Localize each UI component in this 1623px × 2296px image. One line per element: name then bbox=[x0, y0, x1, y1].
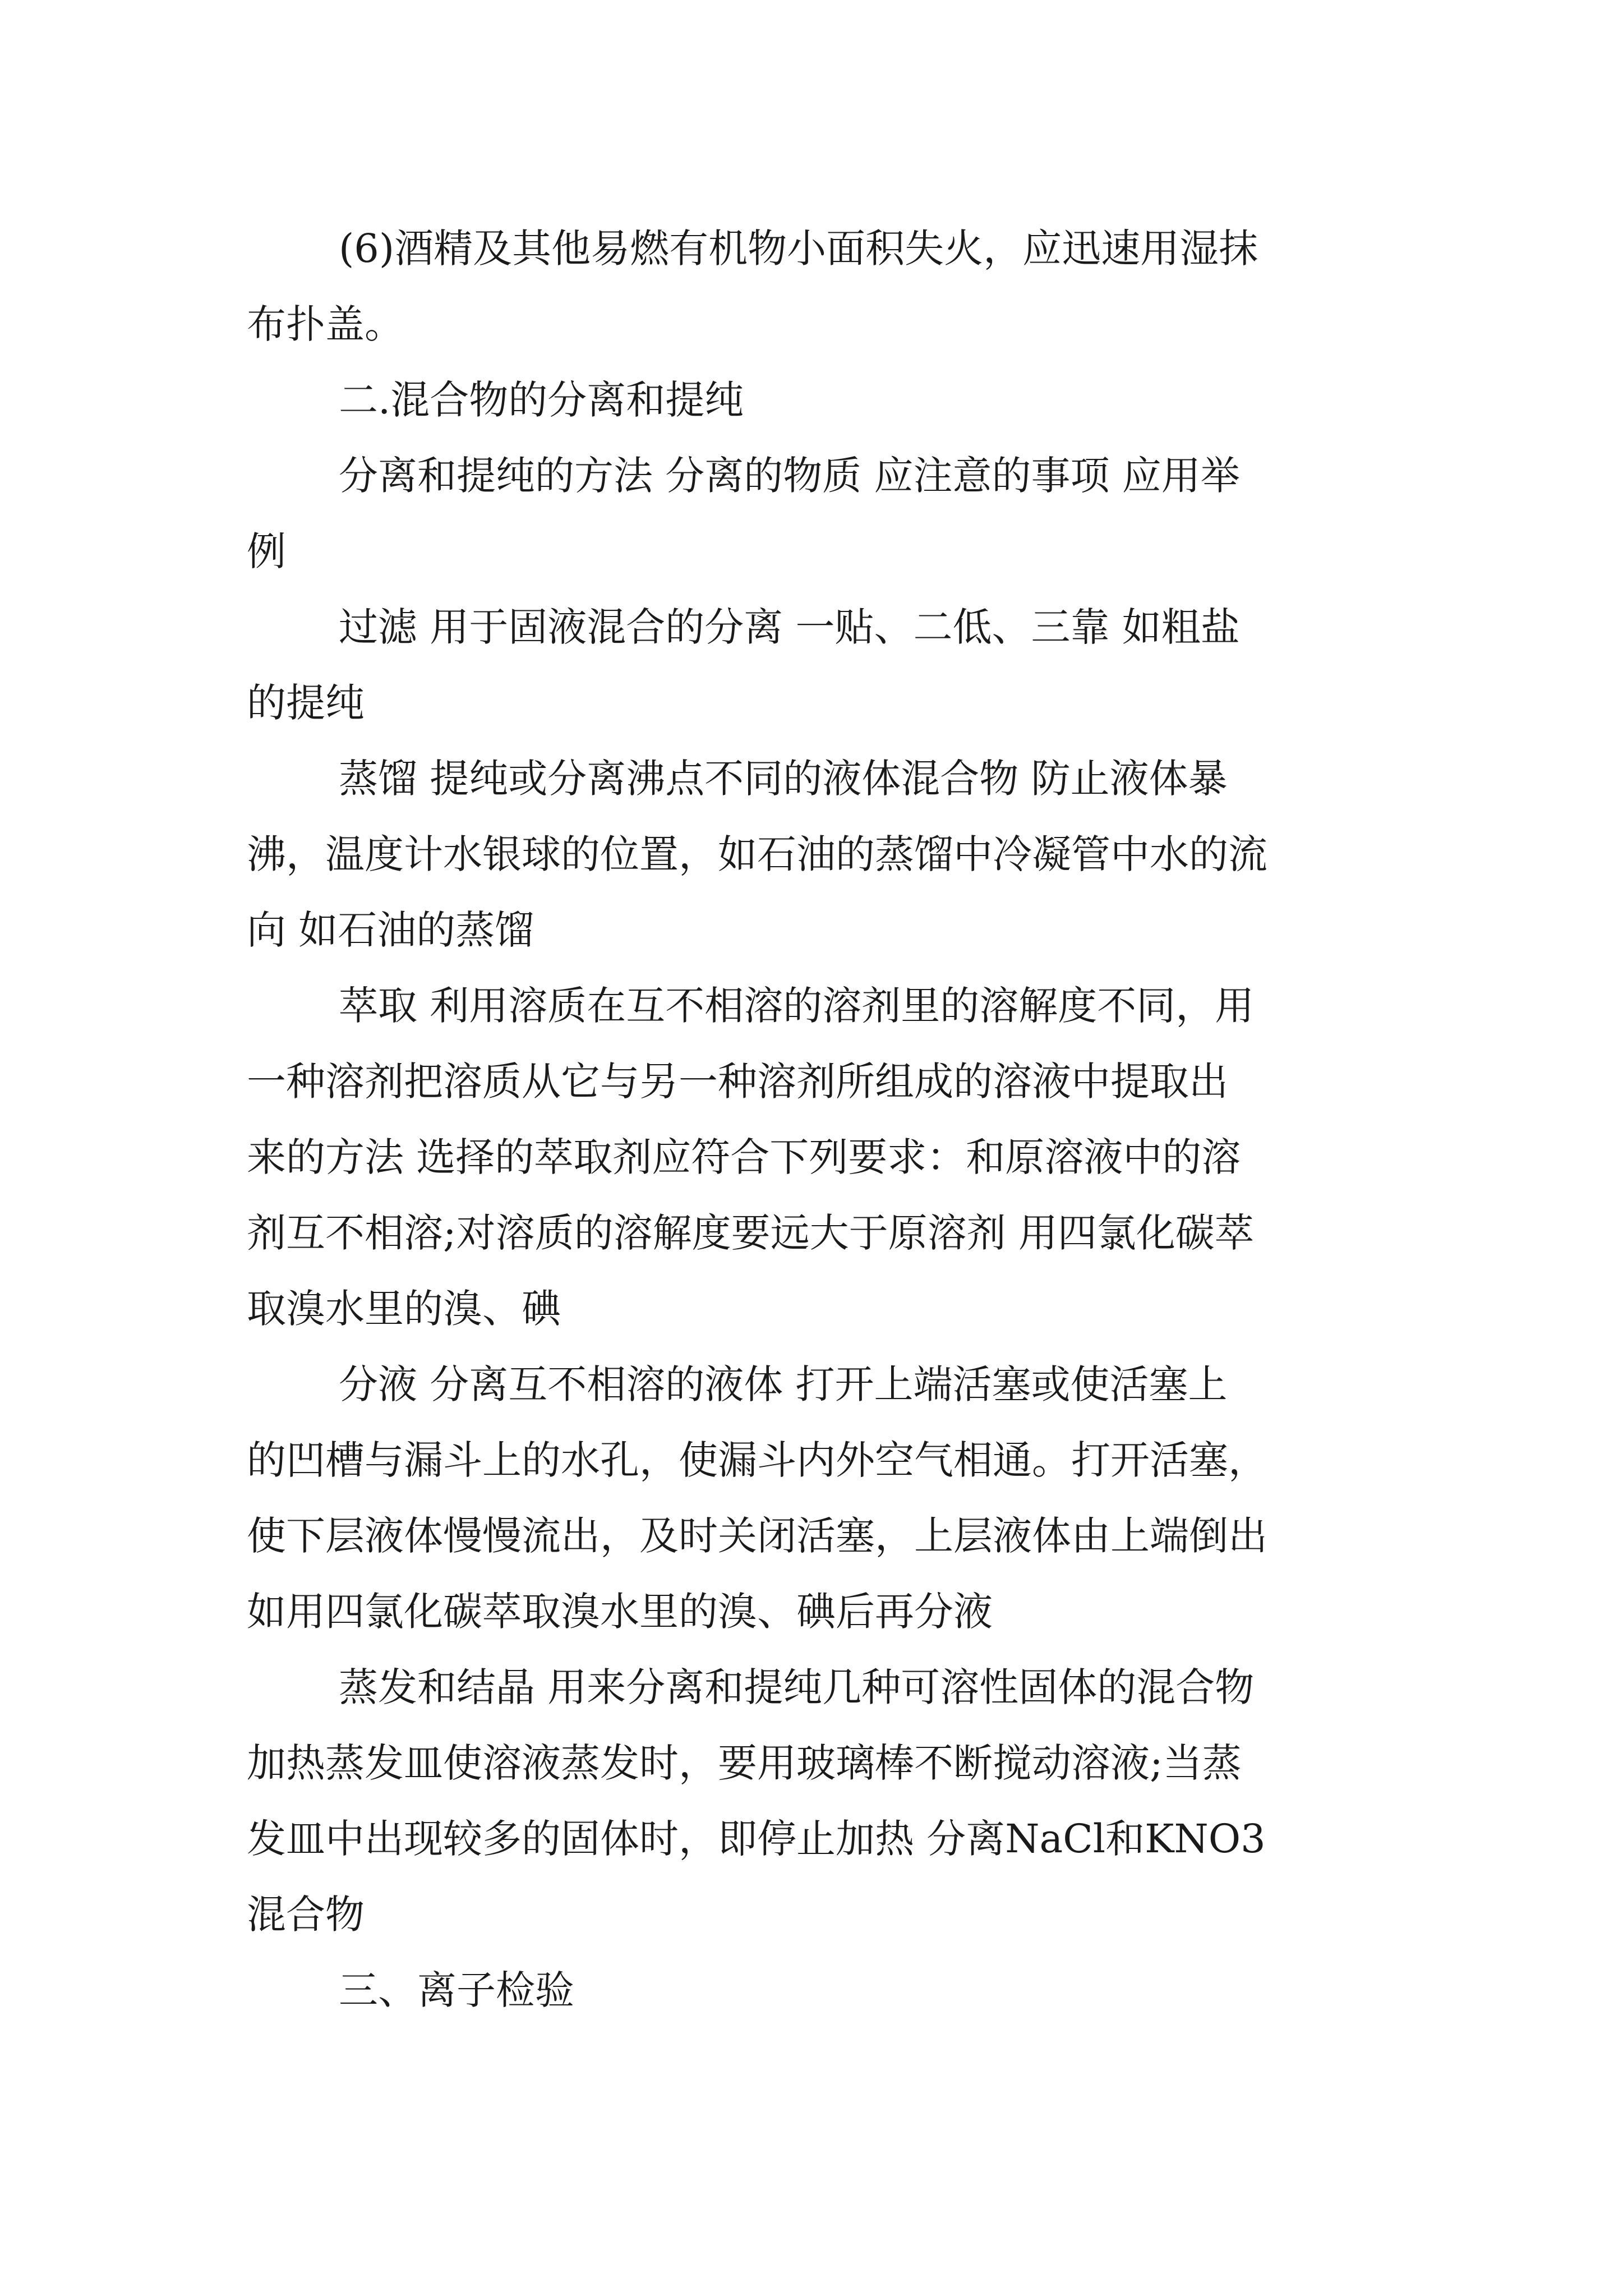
extraction-line-cont-4: 取溴水里的溴、碘 bbox=[247, 1286, 561, 1332]
distillation-line-cont-1: 沸，温度计水银球的位置，如石油的蒸馏中冷凝管中水的流 bbox=[247, 831, 1267, 877]
section-heading-ion-test: 三、离子检验 bbox=[339, 1967, 574, 2013]
extraction-line-cont-3: 剂互不相溶;对溶质的溶解度要远大于原溶剂 用四氯化碳萃 bbox=[247, 1210, 1254, 1256]
extraction-line-cont-1: 一种溶剂把溶质从它与另一种溶剂所组成的溶液中提取出 bbox=[247, 1059, 1228, 1105]
extraction-line-cont-2: 来的方法 选择的萃取剂应符合下列要求：和原溶液中的溶 bbox=[247, 1134, 1241, 1180]
separatory-line: 分液 分离互不相溶的液体 打开上端活塞或使活塞上 bbox=[339, 1361, 1228, 1407]
separatory-line-cont-1: 的凹槽与漏斗上的水孔，使漏斗内外空气相通。打开活塞， bbox=[247, 1437, 1267, 1483]
evaporation-line-cont-1: 加热蒸发皿使溶液蒸发时，要用玻璃棒不断搅动溶液;当蒸 bbox=[247, 1740, 1242, 1786]
paragraph-line-fire-safety-cont: 布扑盖。 bbox=[247, 301, 404, 347]
extraction-line: 萃取 利用溶质在互不相溶的溶剂里的溶解度不同，用 bbox=[339, 983, 1255, 1029]
paragraph-line-fire-safety: (6)酒精及其他易燃有机物小面积失火，应迅速用湿抹 bbox=[339, 226, 1258, 272]
evaporation-line: 蒸发和结晶 用来分离和提纯几种可溶性固体的混合物 bbox=[339, 1664, 1255, 1710]
section-heading-separation: 二.混合物的分离和提纯 bbox=[339, 377, 744, 423]
separatory-line-cont-3: 如用四氯化碳萃取溴水里的溴、碘后再分液 bbox=[247, 1589, 993, 1635]
table-header-line: 分离和提纯的方法 分离的物质 应注意的事项 应用举 bbox=[339, 453, 1240, 499]
table-header-line-cont: 例 bbox=[247, 528, 286, 574]
evaporation-line-cont-3: 混合物 bbox=[247, 1892, 365, 1938]
distillation-line-cont-2: 向 如石油的蒸馏 bbox=[247, 907, 534, 953]
filtration-line-cont: 的提纯 bbox=[247, 680, 365, 726]
separatory-line-cont-2: 使下层液体慢慢流出，及时关闭活塞，上层液体由上端倒出 bbox=[247, 1513, 1267, 1559]
evaporation-line-cont-2: 发皿中出现较多的固体时，即停止加热 分离NaCl和KNO3 bbox=[247, 1816, 1266, 1862]
distillation-line: 蒸馏 提纯或分离沸点不同的液体混合物 防止液体暴 bbox=[339, 756, 1228, 802]
filtration-line: 过滤 用于固液混合的分离 一贴、二低、三靠 如粗盐 bbox=[339, 604, 1240, 650]
